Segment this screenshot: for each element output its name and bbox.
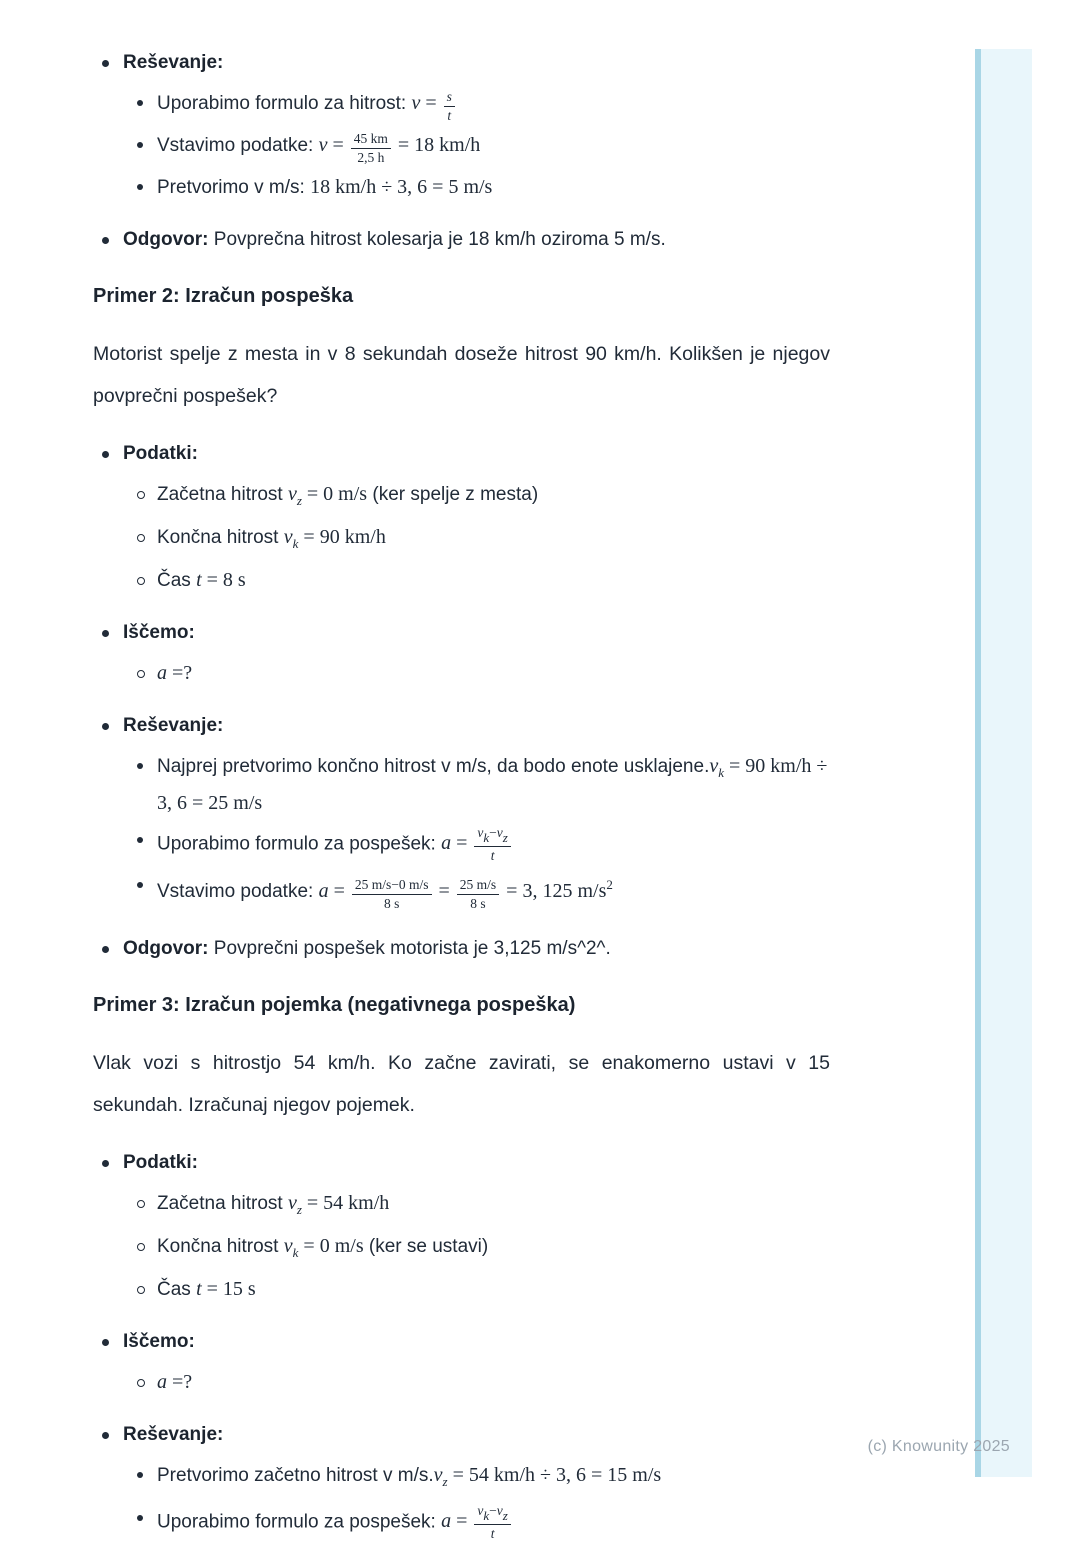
list-item-line (157, 1460, 830, 1497)
list-item-line (157, 658, 830, 689)
item-label: Podatki: (123, 1152, 198, 1174)
list-item-content (123, 1420, 830, 1542)
bullet-list (137, 479, 830, 596)
math-text: = 18 km/h (392, 133, 481, 156)
circle-bullet-icon (137, 670, 145, 678)
math-expression (157, 662, 192, 684)
math-text: =? (167, 661, 193, 684)
math-variable: v (496, 824, 503, 840)
list-item-line (157, 1367, 830, 1398)
list-item-content (157, 658, 830, 689)
list-item (137, 658, 830, 689)
disc-bullet-icon (137, 142, 143, 148)
list-item-line (157, 522, 830, 559)
list-item-content (157, 1503, 830, 1542)
paragraph: Vlak vozi s hitrostjo 54 km/h. Ko začne zavirati, se enakomerno ustavi v 15 sekundah. Izračunaj njegov pojemek. (93, 1052, 830, 1117)
circle-bullet-icon (137, 577, 145, 585)
list-item-line (157, 751, 830, 819)
item-text: Uporabimo formulo za pospešek: (157, 1511, 442, 1533)
section-heading: Primer 2: Izračun pospeška (93, 284, 354, 307)
list-item-line (157, 825, 830, 864)
list-item-line (123, 934, 830, 964)
fraction-numerator (474, 825, 510, 847)
math-fraction (474, 1503, 510, 1542)
math-text: = 0 m/s (301, 482, 368, 505)
math-subscript: k (483, 829, 490, 845)
bullet-marker (93, 1148, 123, 1167)
disc-bullet-icon (137, 882, 143, 888)
list-item (93, 934, 830, 964)
circle-bullet-icon (137, 534, 145, 542)
math-expression (283, 1235, 364, 1261)
list-item-content (123, 48, 830, 203)
list-item-line (123, 225, 830, 255)
bullet-marker (137, 1367, 157, 1387)
math-variable: t (196, 568, 202, 591)
item-label: Reševanje: (123, 52, 224, 73)
math-variable: v (411, 92, 421, 114)
circle-bullet-icon (137, 1243, 145, 1251)
list-item-line (157, 88, 830, 124)
list-item-line (157, 1274, 830, 1305)
math-variable: v (709, 754, 719, 777)
bullet-list (93, 1148, 830, 1542)
list-item-content (157, 1231, 830, 1268)
bullet-list (93, 48, 830, 255)
bullet-marker (137, 1460, 157, 1478)
disc-bullet-icon (102, 451, 109, 458)
math-text: = 90 km/h ÷ 3, 6 = 25 m/s (157, 754, 828, 814)
math-text: 25 m/s (459, 877, 497, 893)
decorative-stripe (975, 49, 1032, 1477)
list-item-line (157, 172, 830, 203)
disc-bullet-icon (137, 1515, 143, 1521)
list-item-line (157, 479, 830, 516)
math-variable: a (318, 880, 329, 903)
disc-bullet-icon (102, 1160, 109, 1167)
list-item (137, 1367, 830, 1398)
math-expression (283, 525, 386, 551)
math-text: = (327, 133, 349, 156)
bullet-list (137, 1367, 830, 1398)
math-variable: a (157, 661, 167, 684)
list-item-content (123, 1148, 830, 1305)
math-text: =? (167, 1371, 193, 1394)
disc-bullet-icon (102, 60, 109, 67)
list-item-content (157, 130, 830, 166)
math-variable: s (446, 89, 452, 105)
math-text: − (489, 1503, 497, 1519)
math-text: − (489, 824, 497, 840)
list-item (137, 825, 830, 864)
bullet-marker (137, 565, 157, 585)
math-text: = (451, 832, 473, 855)
list-item-line (123, 618, 830, 648)
math-text: 45 km (353, 131, 388, 146)
math-expression (157, 1371, 192, 1393)
math-variable: v (287, 482, 297, 505)
item-text: (ker se ustavi) (363, 1236, 489, 1258)
item-text: Vstavimo podatke: (157, 134, 319, 156)
math-expression (318, 877, 613, 912)
list-item-content (123, 225, 830, 255)
list-item-line (157, 1503, 830, 1542)
disc-bullet-icon (137, 184, 143, 190)
list-item-content (123, 1327, 830, 1398)
math-text: = (433, 880, 455, 903)
math-subscript: z (296, 1202, 302, 1218)
bullet-marker (137, 1503, 157, 1521)
list-item-content (123, 934, 830, 964)
list-item (93, 1420, 830, 1542)
item-text: Končna hitrost (157, 1236, 284, 1258)
list-item-content (157, 565, 830, 596)
fraction-numerator (351, 131, 391, 149)
list-item-line (157, 565, 830, 596)
list-item (137, 130, 830, 166)
item-text: Začetna hitrost (157, 483, 288, 505)
math-text: = 54 km/h (301, 1192, 390, 1215)
list-item-line (123, 711, 830, 741)
math-subscript: z (442, 1474, 448, 1490)
fraction-numerator (474, 1503, 510, 1525)
math-expression (310, 176, 492, 198)
disc-bullet-icon (102, 1432, 109, 1439)
math-variable: v (477, 1503, 484, 1519)
list-item-content (123, 711, 830, 912)
list-item (93, 1327, 830, 1398)
bullet-marker (137, 130, 157, 148)
math-subscript: k (292, 1245, 299, 1261)
math-variable: t (490, 1526, 495, 1542)
disc-bullet-icon (102, 630, 109, 637)
list-item (137, 751, 830, 819)
math-subscript: k (483, 1508, 490, 1524)
list-item-line (123, 1327, 830, 1357)
list-item-content (157, 479, 830, 516)
list-item-line (157, 1231, 830, 1268)
math-expression (287, 1192, 390, 1218)
fraction-denominator (352, 895, 432, 912)
item-text: Vstavimo podatke: (157, 881, 319, 903)
list-item (137, 565, 830, 596)
list-item (93, 711, 830, 912)
bullet-marker (93, 934, 123, 953)
list-item-line (123, 48, 830, 78)
list-item-content (157, 751, 830, 819)
list-item-line (123, 1420, 830, 1450)
fraction-denominator (351, 149, 391, 166)
math-subscript: z (502, 829, 508, 845)
math-variable: v (496, 1503, 503, 1519)
list-item (137, 1503, 830, 1542)
section-heading: Primer 3: Izračun pojemka (negativnega pospeška) (93, 994, 576, 1017)
fraction-denominator (474, 1525, 510, 1542)
item-text: Pretvorimo začetno hitrost v m/s. (157, 1465, 434, 1487)
circle-bullet-icon (137, 1379, 145, 1387)
item-label: Odgovor: (123, 228, 209, 250)
bullet-list (137, 1188, 830, 1305)
circle-bullet-icon (137, 1286, 145, 1294)
math-variable: t (447, 108, 452, 123)
list-item-content (157, 1367, 830, 1398)
bullet-marker (137, 1274, 157, 1294)
math-subscript: k (718, 764, 725, 780)
math-expression (441, 824, 513, 864)
math-variable: a (157, 1371, 167, 1394)
item-text: Povprečna hitrost kolesarja je 18 km/h oziroma 5 m/s. (208, 228, 666, 250)
math-text: = 15 s (201, 1278, 256, 1301)
math-expression (433, 1464, 662, 1490)
math-text: 25 m/s−0 m/s (354, 877, 429, 893)
list-item (93, 1148, 830, 1305)
list-item (93, 439, 830, 596)
item-label: Podatki: (123, 442, 198, 464)
math-text: = (451, 1510, 473, 1533)
bullet-marker (93, 1327, 123, 1346)
item-label: Reševanje: (123, 1424, 224, 1446)
math-expression (411, 89, 457, 123)
list-item (137, 870, 830, 912)
bullet-marker (93, 618, 123, 637)
list-item (137, 88, 830, 124)
list-item-line (157, 1188, 830, 1225)
list-item (137, 1274, 830, 1305)
math-subscript: z (296, 492, 302, 508)
bullet-list (93, 439, 830, 964)
list-item-content (123, 618, 830, 689)
bullet-list (137, 1460, 830, 1542)
math-variable: t (490, 848, 495, 864)
list-item-content (157, 172, 830, 203)
math-text: = 54 km/h ÷ 3, 6 = 15 m/s (447, 1464, 662, 1487)
math-expression (318, 131, 481, 165)
math-expression (287, 482, 368, 508)
list-item-line (123, 439, 830, 469)
math-text: 18 km/h ÷ 3, 6 = 5 m/s (310, 175, 493, 198)
circle-bullet-icon (137, 491, 145, 499)
math-text: = 8 s (201, 568, 246, 591)
bullet-marker (93, 711, 123, 730)
item-text: Uporabimo formulo za hitrost: (157, 93, 412, 114)
math-variable: v (283, 525, 293, 548)
list-item (137, 479, 830, 516)
list-item (137, 522, 830, 559)
math-expression (441, 1503, 513, 1542)
math-subscript: z (502, 1508, 508, 1524)
bullet-marker (137, 1231, 157, 1251)
list-item-content (157, 1460, 830, 1497)
math-text: 8 s (383, 896, 400, 912)
math-text: = 90 km/h (298, 525, 386, 548)
bullet-marker (137, 1188, 157, 1208)
list-item-content (157, 825, 830, 864)
bullet-marker (137, 172, 157, 190)
math-fraction (457, 877, 499, 912)
bullet-marker (137, 751, 157, 769)
disc-bullet-icon (102, 723, 109, 730)
item-text: Čas (157, 569, 197, 591)
fraction-numerator (444, 89, 455, 107)
math-subscript: k (292, 535, 299, 551)
math-variable: v (283, 1235, 293, 1258)
math-fraction (352, 877, 432, 912)
list-item-content (123, 439, 830, 596)
disc-bullet-icon (102, 237, 109, 244)
item-text: Povprečni pospešek motorista je 3,125 m/s^2^. (208, 938, 611, 960)
item-label: Iščemo: (123, 621, 195, 643)
math-text: 2,5 h (357, 149, 385, 165)
list-item-line (157, 130, 830, 166)
math-variable: v (287, 1192, 297, 1215)
math-expression (196, 569, 246, 591)
list-item-line (157, 870, 830, 912)
list-item-content (157, 522, 830, 559)
list-item (137, 1460, 830, 1497)
math-variable: v (318, 133, 328, 156)
disc-bullet-icon (137, 837, 143, 843)
math-text: 8 s (470, 896, 486, 912)
item-text: Najprej pretvorimo končno hitrost v m/s, da bodo enote usklajene. (157, 755, 710, 777)
item-text: Čas (157, 1279, 197, 1301)
disc-bullet-icon (102, 1339, 109, 1346)
bullet-list (137, 88, 830, 203)
list-item-content (157, 1274, 830, 1305)
math-text: = 3, 125 m/s (501, 880, 607, 903)
math-variable: a (441, 1510, 452, 1533)
math-variable: a (441, 832, 452, 855)
list-item (93, 225, 830, 255)
document-body (93, 48, 830, 1542)
bullet-list (137, 658, 830, 689)
item-text: Uporabimo formulo za pospešek: (157, 833, 442, 855)
item-label: Odgovor: (123, 938, 209, 960)
item-text: (ker spelje z mesta) (367, 483, 539, 505)
list-item (137, 172, 830, 203)
bullet-marker (137, 522, 157, 542)
bullet-marker (137, 479, 157, 499)
fraction-numerator (352, 877, 432, 895)
bullet-marker (137, 825, 157, 843)
list-item-content (157, 870, 830, 912)
fraction-denominator (474, 847, 510, 864)
list-item (137, 1231, 830, 1268)
item-text: Končna hitrost (157, 526, 284, 548)
math-fraction (351, 131, 391, 166)
list-item (93, 618, 830, 689)
list-item-line (123, 1148, 830, 1178)
fraction-numerator (457, 877, 499, 895)
math-text: = (420, 92, 442, 114)
math-variable: v (433, 1464, 443, 1487)
math-expression (196, 1278, 256, 1300)
math-text: = 0 m/s (298, 1235, 364, 1258)
list-item (93, 48, 830, 203)
disc-bullet-icon (137, 763, 143, 769)
paragraph: Motorist spelje z mesta in v 8 sekundah doseže hitrost 90 km/h. Kolikšen je njegov povprečni pospešek? (93, 342, 830, 407)
math-variable: t (196, 1278, 202, 1301)
bullet-marker (137, 870, 157, 888)
circle-bullet-icon (137, 1200, 145, 1208)
math-text: = (328, 880, 350, 903)
bullet-marker (93, 48, 123, 67)
bullet-marker (137, 658, 157, 678)
disc-bullet-icon (137, 100, 143, 106)
fraction-denominator (457, 895, 499, 912)
bullet-marker (93, 439, 123, 458)
bullet-marker (93, 1420, 123, 1439)
list-item-content (157, 1188, 830, 1225)
list-item-content (157, 88, 830, 124)
item-text: Začetna hitrost (157, 1193, 288, 1215)
bullet-marker (137, 88, 157, 106)
math-fraction (474, 825, 510, 864)
math-fraction (444, 89, 455, 124)
disc-bullet-icon (137, 1472, 143, 1478)
item-label: Reševanje: (123, 714, 224, 736)
fraction-denominator (444, 107, 455, 124)
bullet-list (137, 751, 830, 912)
bullet-marker (93, 225, 123, 244)
copyright-watermark: (c) Knowunity 2025 (867, 1438, 1010, 1455)
list-item (137, 1188, 830, 1225)
math-superscript: 2 (606, 877, 613, 893)
item-text: Pretvorimo v m/s: (157, 176, 311, 198)
math-variable: v (477, 824, 484, 840)
disc-bullet-icon (102, 946, 109, 953)
item-label: Iščemo: (123, 1331, 195, 1353)
